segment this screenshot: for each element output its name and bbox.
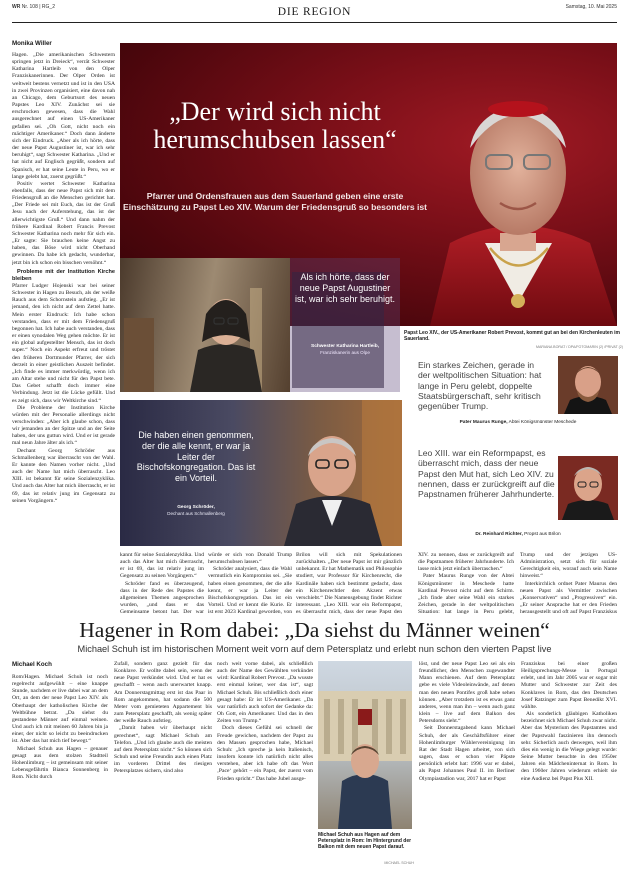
hero-caption-text: Papst Leo XIV., der US-Amerikaner Robert Prevost, kommt gut an bei den Kirchenleuten im Sauerland.	[404, 330, 620, 342]
quote-attribution-runge	[418, 420, 618, 425]
masthead-logo: WR	[12, 4, 21, 10]
paragraph: Interkirchlich ordnet Pater Maurus den neuen Papst als Vermittler zwischen „Konservativen“ und „Progressiven“ ein. „Er seiner Ansprache hat er den Frieden herausgestellt und oft auf Papst Franziskus	[520, 580, 617, 614]
quote-attribution-richter	[418, 532, 618, 537]
issue-date: Samstag, 10. Mai 2025	[565, 4, 617, 10]
photo-schuh	[318, 661, 412, 829]
paragraph: Schröder analysiert, dass die Wahl vermutlich ein Kompromiss sei. „Sie haben einen genommen, der die alle kennt, er war ja Leiter der Bischofskongregation. Das ist ein Vorteil. Und er kennt die Kurie. Er ist erst 2023 Kardinal geworden, von	[208, 566, 292, 614]
paragraph: würde er sich von Donald Trump herumschubsen lassen.“	[208, 552, 292, 566]
paragraph: Als sonderlich gläubigen Katholiken bezeichnet sich Michael Schuh zwar nicht. Aber das Mysterium des Papstamtes und der Papstwahl faszinieren ihn dennoch sehr. Sicherlich auch deswegen, weil ihm dies ein wenig in die Wiege gelegt wurde: Seine Mutter besuchte in den 1950er Jahren ein Mädcheninternat in Rom. In den 1960er Jahren wiederum erhielt sie eine Audienz bei Papst Pius XII.	[521, 711, 617, 782]
paragraph: „Damit haben wir überhaupt nicht gerechnet“, sagt Michael Schuh am Telefon. „Und ich glaube auch die meisten auf dem Petersplatz nicht.“ So können sich Schuh und seine Freundin auch einen Platz im vorderen Drittel des riesigen Petersplatzes sichern, sind also	[114, 725, 212, 775]
paragraph: XIV. zu nennen, dass er zurückgreift auf die Papstnamen früherer Jahrhunderte. Ich lasse mich jetzt einfach überraschen.“	[418, 552, 514, 573]
quote-role-katharina: Franziskanerin aus Olpe	[320, 350, 370, 355]
article2-author: Michael Koch	[12, 661, 52, 668]
quote-role-schroeder: Dechant aus Schmallenberg	[167, 511, 225, 516]
quote-text-schroeder: Die haben einen genommen, der die alle kennt, er war ja Leiter der Bischofskongregation. Das ist ein Vorteil.	[136, 430, 256, 484]
paragraph: Rom/Hagen. Michael Schuh ist noch regelrecht aufgewühlt – eine knappe Stunde, nachdem er live dabei war an dem Ort, an dem der neue Papst Leo XIV. als Oberhaupt der katholischen Kirche der Weltbühne betrat. „Da siehst du gestandene Männer auf einmal weinen. Und auch ich mit meinen 60 Jahren bin ja einer, der nicht so leicht zu beeindrucken ist. Aber das hat mich tief bewegt.“	[12, 674, 108, 745]
photo-richter	[558, 456, 618, 520]
page-number: Nr. 108 | RG_2	[21, 4, 55, 10]
paragraph: Trump und der jetzigen US-Administration, setzt sich für soziale Gerechtigkeit ein, worauf auch sein Name hinweist.“	[520, 552, 617, 580]
article2-photo-credit: MICHAEL SCHUH	[384, 861, 414, 865]
quote-role-richter: Propst aus Brilon	[524, 532, 561, 537]
article1-author: Monika Willer	[12, 40, 52, 47]
quote-box-runge	[418, 356, 618, 436]
quote-panel-katharina	[290, 258, 400, 392]
quote-text-runge: Ein starkes Zeichen, gerade in der weltpolitischen Situation: hat lange in Peru gelebt, doppelte Staatsbürgerschaft, sehr kritisch gegenüber Trump.	[418, 360, 542, 412]
article1-subheadline: Pfarrer und Ordensfrauen aus dem Sauerland geben eine erste Einschätzung zu Papst Leo XIV. Warum der Friedensgruß so besonders ist	[122, 191, 428, 212]
paragraph: Brilon will sich mit Spekulationen zurückhalten. „Der neue Papst ist mir gänzlich unbekannt. Er hat Mathematik und Philosophie studiert, war Professor für Kirchenrecht, die Kardinäle haben sich bestimmt gedacht, dass ein Kirchenrechtler den Akzent etwas verschiebt.“ Die Namensgebung findet Richter interessant. „Leo XIII. war ein Reformpapst, es überrascht mich, dass der neue Papst den	[296, 552, 402, 614]
article1-column-5	[418, 552, 514, 614]
quote-text-richter: Leo XIII. war ein Reformpapst, es überrascht mich, dass der neue Papst den Mut hat, sich Leo XIV. zu nennen, dass er zurückgreift auf die Papstnamen früherer Jahrhunderte.	[418, 448, 555, 500]
paragraph: Zufall, sondern ganz gezielt für das Konklave. Er wollte dabei sein, wenn der neue Papst verkündet wird. Und er hat es geschafft – wenn auch unerwartet knapp. Am Donnerstagmittag erst ist das Paar in Rom angekommen, hat sodann die 500 Meter vom gemieteten Appartement bis zum Petersplatz geschafft, als wenig später der weiße Rauch aufstieg.	[114, 661, 212, 725]
quote-name-runge: Pater Maurus Runge,	[459, 420, 508, 425]
paragraph: löst, und der neue Papst Leo sei als ein freundlicher, den Menschen zugewandter Mann erschienen. Auf dem Petersplatz gebe es viele Videoleinwände, auf denen man den neuen Pontifex groß habe sehen können. „Aber trotzdem ist es etwas ganz anderes, wenn man ihn – wenn auch ganz klein – live auf dem Balkon des Petersdoms sieht.“	[419, 661, 515, 725]
article1-column-3	[208, 552, 292, 614]
header-rule	[12, 22, 617, 23]
article2-subheadline: Michael Schuh ist im historischen Moment weit vorn auf dem Petersplatz und erlebt nun schon den vierten Papst live	[77, 644, 552, 654]
article2-column-1	[12, 674, 108, 866]
quote-name-katharina: Schwester Katharina Hartleib,	[311, 344, 379, 349]
photo-schroeder	[120, 400, 402, 546]
hero-credit: MARIANA BORAT / DPA/FOTOMARIN (2) /PRIVAT (2)	[536, 345, 623, 349]
article1-column-6	[520, 552, 617, 614]
photo-katharina-full	[120, 258, 290, 392]
article2-column-6	[521, 661, 617, 866]
paragraph: Doch dieses Gefühl sei schnell der Freude gewichen, nachdem der Papst zu den Massen gesprochen habe, Michael Schuh: „Ich spreche ja kein Italienisch, insofern konnte ich natürlich nicht alles verstehen, aber ich habe oft das Wort ‚Pace‘ gehört – ein Papst, der zuerst vom Frieden spricht.“ Das habe Jubel ausge-	[217, 725, 313, 782]
paragraph: kannt für seine Sozialenzyklika. Und auch das Alter hat mich überrascht, er ist 69, das ist relativ jung im Gegensatz zu seinen Vorgängern.“	[120, 552, 204, 580]
paragraph: Dechant Georg Schröder aus Schmallenberg war überrascht von der Wahl. Er kannte den Namen vorher nicht. „Und auch der Name hat mich überrascht. Leo XIII. ist bekannt für seine Sozialenzyklika. Und auch das Alter hat mich überrascht, er ist 69, das ist relativ jung im Gegensatz zu seinen Vorgängern.“	[12, 447, 115, 504]
article2-photo-caption-text: Michael Schuh aus Hagen auf dem Petersplatz in Rom: Im Hintergrund der Balkon mit dem neuen Papst darauf.	[318, 832, 412, 850]
paragraph: Pfarrer Ludger Hojenski war bei seiner Schwester in Hagen zu Besuch, als der weiße Rauch aus dem Schornstein aufstieg. „Er ist jemand, den ich nicht auf dem Zettel hatte. Mein erster Eindruck: Ich habe schon verstanden, dass er mit dem Friedensgruß begonnen hat. Ich habe auch verstanden, dass er einen synodalen Weg gehen möchte. Er ist ein global aufgestellter Mensch, das ist doch super.“ Noch ein Aspekt erfreut und tröstet den früheren Dortmunder Pfarrer, der sich derzeit in einer geistlichen Auszeit befindet. „Ich finde es immer merkwürdig, wenn ich am Altar stehe und nicht für den Papst bete. Das Gebet schafft doch immer eine Verbindung. Jetzt ist die Lücke gefüllt. Und es zeigt sich, dass wir Weltkirche sind.“	[12, 283, 115, 404]
paragraph: Michael Schuh aus Hagen – genauer gesagt aus dem stolzen Stadtteil Hohenlimburg – ist gemeinsam mit seiner Lebensgefährtin Bianca Sonnenberg in Rom. Nicht durch	[12, 745, 108, 781]
quote-box-richter	[418, 444, 618, 544]
paragraph: Positiv wertet Schwester Katharina ebenfalls, dass der neue Papst sich mit dem Friedensgruß an die Menschen gerichtet hat. „Der Friede sei mit Euch, das ist der Gruß Jesu nach der Auferstehung, das ist der allerwichtigste Gruß.“ Und dann nahm der frühere Kardinal Robert Francis Prevost Schwester Katharina noch mehr für sich ein. „Er sagte: Sie brauchen keine Angst zu haben, das Böse wird nicht Oberhand gewinnen. Da habe ich gedacht, wunderbar, jetzt bin ich schon ein bisschen versöhnt.“	[12, 180, 115, 266]
quote-name-richter: Dr. Reinhard Richter,	[475, 532, 523, 537]
hero-caption	[404, 330, 620, 342]
article1-headline: „Der wird sich nicht herumschubsen lassen“	[153, 97, 397, 154]
paragraph: noch weit vorne dabei, als schließlich auch der Name des Gewählten verkündet wird: Kardinal Robert Prevost. „Da wusste erst einmal keiner, wer das ist“, sagt Michael Schuh. Bis schließlich doch einer gesagt habe: Er ist US-Amerikaner. „Da war natürlich auch sofort der Gedanke da: Oh Gott, ein Amerikaner. Und das in den Zeiten von Trump.“	[217, 661, 313, 725]
article1-column-4	[296, 552, 402, 614]
photo-runge	[558, 356, 618, 414]
paragraph: Seit Donnerstagabend kann Michael Schuh, der als Geschäftsführer einer Hohenlimburger Wählervereinigung im Rat der Stadt Hagen arbeitet, von sich sagen, dass er schon vier Päpste persönlich erlebt hat: 1996 war er dabei, als Papst Johannes Paul II. im Berliner Olympiastadion war, 2017 hat er Papst	[419, 725, 515, 782]
quote-name-schroeder: Georg Schröder,	[177, 505, 215, 510]
pope-portrait	[420, 43, 617, 326]
paragraph: Die Probleme der Institution Kirche würden mit der Personalie allerdings nicht verschwinden: „Aber ich glaube schon, dass wir jemanden an der Spitze und an der Seite haben, der uns guttun wird. Und er ist gerade mal neun Jahre älter als ich.“	[12, 404, 115, 447]
article2-headline: Hagener in Rom dabei: „Da siehst du Männer weinen“	[79, 618, 550, 642]
article2-column-5	[419, 661, 515, 866]
paragraph: Franziskus bei einer großen Heiligsprechungs-Messe in Portugal erlebt, und im Jahr 2005 war er sogar mit Mutter und Schwester zur Zeit des Konklaves in Rom, das den Deutschen Josef Ratzinger zum Papst Benedikt XVI. wählte.	[521, 661, 617, 710]
paragraph: Hagen. „Die amerikanischen Schwestern springen jetzt in Dreieck“, verrät Schwester Katharina Hartleib von den Olper Franziskanerinnen. Der Olper Orden ist weltweit bestens vernetzt und ist in den USA in zwei Provinzen organisiert, eine davon nah an Chicago, dem Geburtsort des neuen Papstes Leo XIV. Zunächst sei sie erschrocken gewesen, dass die Wahl ausgerechnet auf einen US-Amerikaner gefallen sei. „Oh Gott, nicht noch ein mächtiger Amerikaner.“ Doch dann änderte sich der Eindruck. „Aber als ich hörte, dass der neue Papst Augustiner ist, war ich sehr beruhigt“, sagt Schwester Katharina. „Und er hat nicht auf Englisch gegrüßt, sondern auf Spanisch, er hat seine Leute in Peru, wo er lange gelebt hat, zuerst gegrüßt.“	[12, 52, 115, 180]
subheading: Probleme mit der Institution Kirche bleiben	[12, 268, 115, 282]
article1-column-2	[120, 552, 204, 614]
paragraph: Pater Maurus Runge von der Abtei Königsmünster in Meschede hatte Kardinal Prevost nicht auf dem Schirm. „Ich finde aber seine Wahl ein starkes Zeichen, gerade in der weltpolitischen Situation: hat lange in Peru gelebt,	[418, 573, 514, 614]
article1-column-1	[12, 52, 115, 618]
article2-photo-caption	[318, 832, 414, 850]
quote-role-runge: Abtei Königsmünster Meschede	[508, 420, 577, 425]
article2-column-3	[217, 661, 313, 866]
quote-text-katharina: Als ich hörte, dass der neue Papst Augustiner ist, war ich sehr beruhigt.	[294, 272, 396, 304]
section-title: DIE REGION	[277, 6, 352, 18]
article2-column-2	[114, 661, 212, 866]
paragraph: Schröder fand es überzeugend, dass in der Rede des Papstes die allgemeinen Themen angesprochen wurden, „und dass er das Gemeinsame betont hat. Der war	[120, 580, 204, 614]
